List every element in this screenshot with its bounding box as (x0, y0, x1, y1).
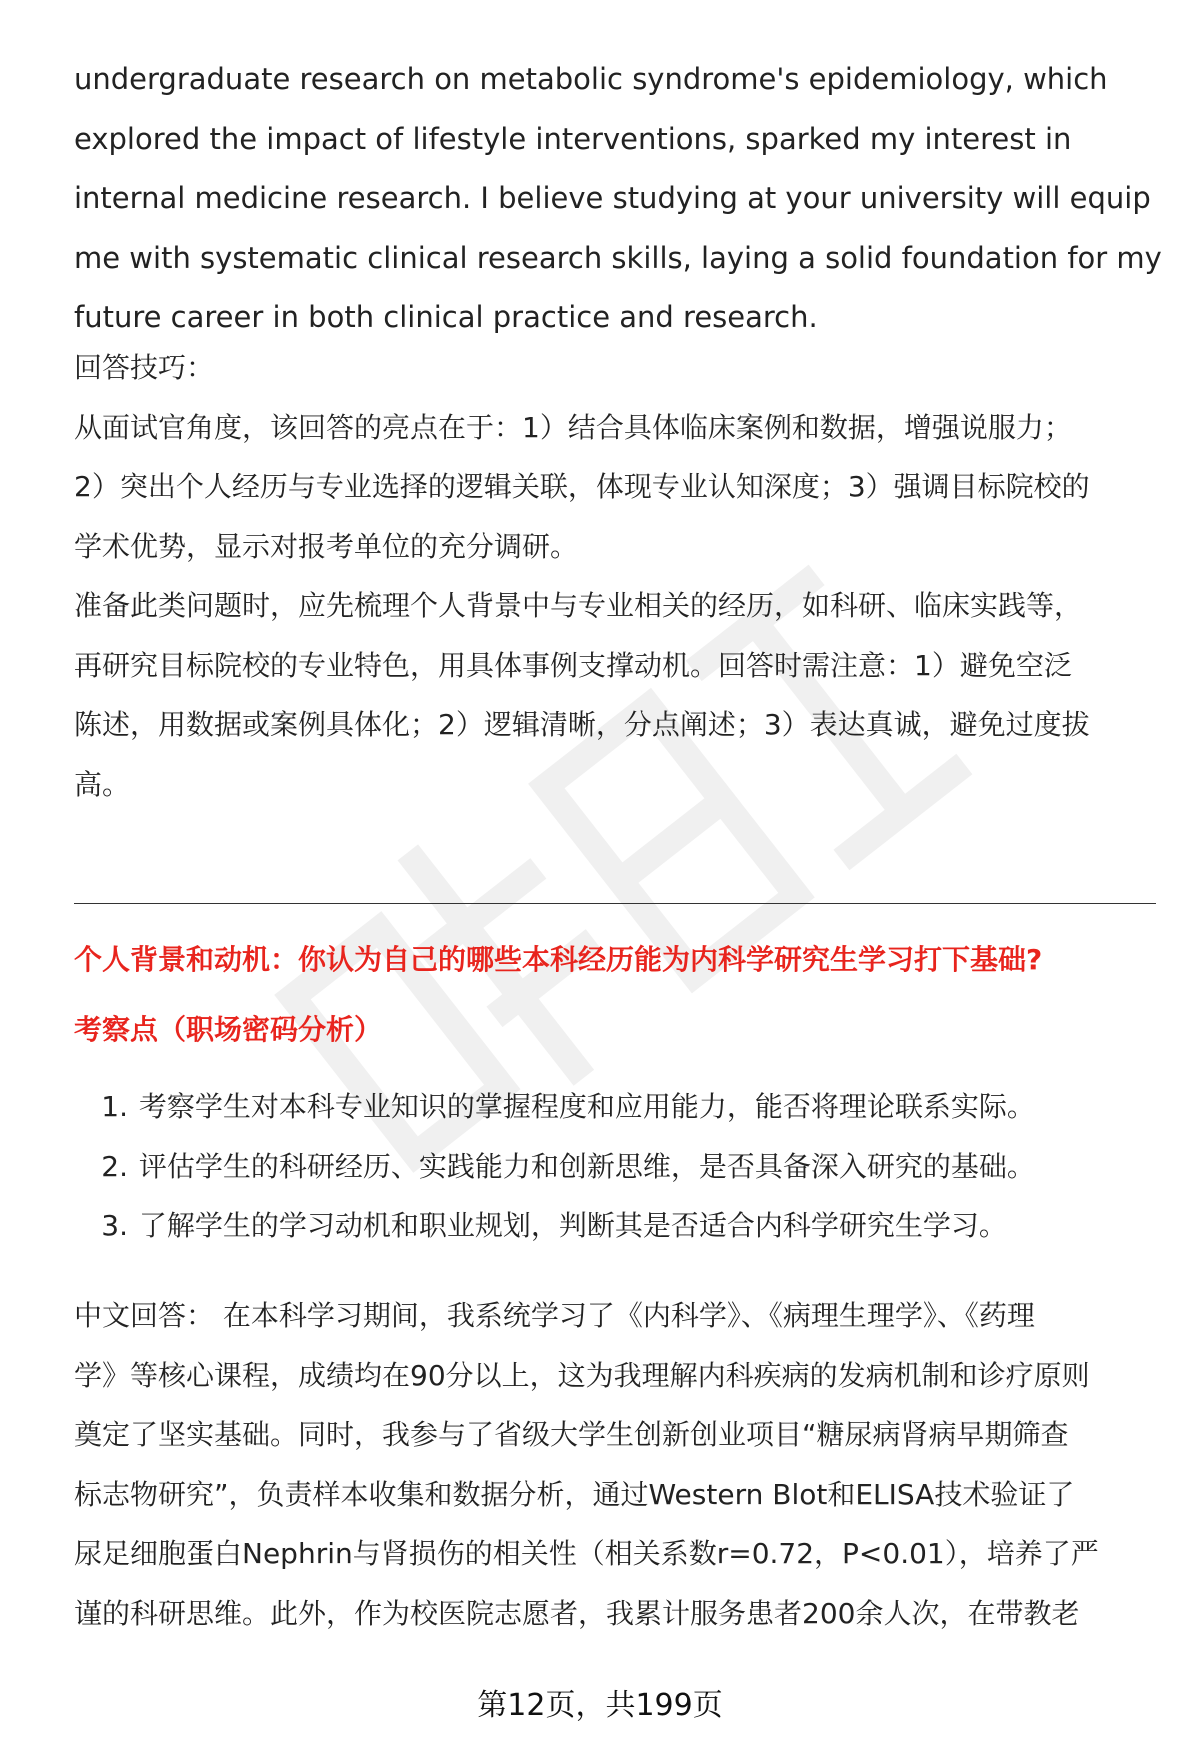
list-number: 3. (101, 1209, 128, 1242)
text-line: 高。 (74, 767, 131, 801)
text-line: 陈述，用数据或案例具体化；2）逻辑清晰，分点阐述；3）表达真诚，避免过度拔 (74, 708, 1090, 741)
text-line: 标志物研究”，负责样本收集和数据分析，通过Western Blot和ELISA技术验证了 (74, 1477, 1075, 1511)
text-line: 中文回答： 在本科学习期间，我系统学习了《内科学》、《病理生理学》、《药理 (74, 1299, 1035, 1332)
list-number: 2. (101, 1149, 128, 1183)
list-item (74, 1137, 1035, 1197)
text-line: 尿足细胞蛋白Nephrin与肾损伤的相关性（相关系数r=0.72，P<0.01），培养了严 (74, 1537, 1099, 1570)
list-text: 了解学生的学习动机和职业规划，判断其是否适合内科学研究生学习。 (138, 1209, 1007, 1242)
tips-label: 回答技巧： (74, 351, 215, 384)
assessment-points-heading: 考察点（职场密码分析） (74, 1013, 383, 1046)
text-line: 学术优势，显示对报考单位的充分调研。 (74, 529, 579, 563)
assessment-points-list (74, 1077, 1035, 1256)
text-line: me with systematic clinical research skills, laying a solid foundation for my (74, 240, 1162, 275)
page-number-footer: 第12页，共199页 (477, 1688, 723, 1723)
list-number: 1. (101, 1090, 128, 1123)
list-text: 评估学生的科研经历、实践能力和创新思维，是否具备深入研究的基础。 (138, 1149, 1035, 1183)
text-line: 从面试官角度，该回答的亮点在于：1）结合具体临床案例和数据，增强说服力； (74, 410, 1072, 444)
list-text: 考察学生对本科专业知识的掌握程度和应用能力，能否将理论联系实际。 (138, 1090, 1035, 1123)
list-item (74, 1077, 1035, 1137)
text-line: future career in both clinical practice and research. (74, 300, 818, 334)
text-line: 谨的科研思维。此外，作为校医院志愿者，我累计服务患者200余人次，在带教老 (74, 1596, 1080, 1630)
answer-tips-section (74, 338, 1154, 814)
text-line: explored the impact of lifestyle interventions, sparked my interest in (74, 121, 1072, 156)
text-line: undergraduate research on metabolic syndrome's epidemiology, which (74, 62, 1108, 96)
text-line: internal medicine research. I believe studying at your university will equip (74, 181, 1151, 215)
text-line: 准备此类问题时，应先梳理个人背景中与专业相关的经历，如科研、临床实践等， (74, 589, 1083, 622)
english-answer-paragraph (74, 50, 1162, 348)
chinese-answer-paragraph (74, 1286, 1154, 1643)
text-line: 再研究目标院校的专业特色，用具体事例支撑动机。回答时需注意：1）避免空泛 (74, 648, 1072, 682)
text-line: 学》等核心课程，成绩均在90分以上，这为我理解内科疾病的发病机制和诊疗原则 (74, 1358, 1090, 1392)
question-title: 个人背景和动机：你认为自己的哪些本科经历能为内科学研究生学习打下基础? (74, 943, 1043, 976)
section-divider (74, 903, 1156, 904)
text-line: 奠定了坚实基础。同时，我参与了省级大学生创新创业项目“糖尿病肾病早期筛查 (74, 1418, 1069, 1451)
list-item (74, 1196, 1035, 1256)
text-line: 2）突出个人经历与专业选择的逻辑关联，体现专业认知深度；3）强调目标院校的 (74, 470, 1090, 503)
